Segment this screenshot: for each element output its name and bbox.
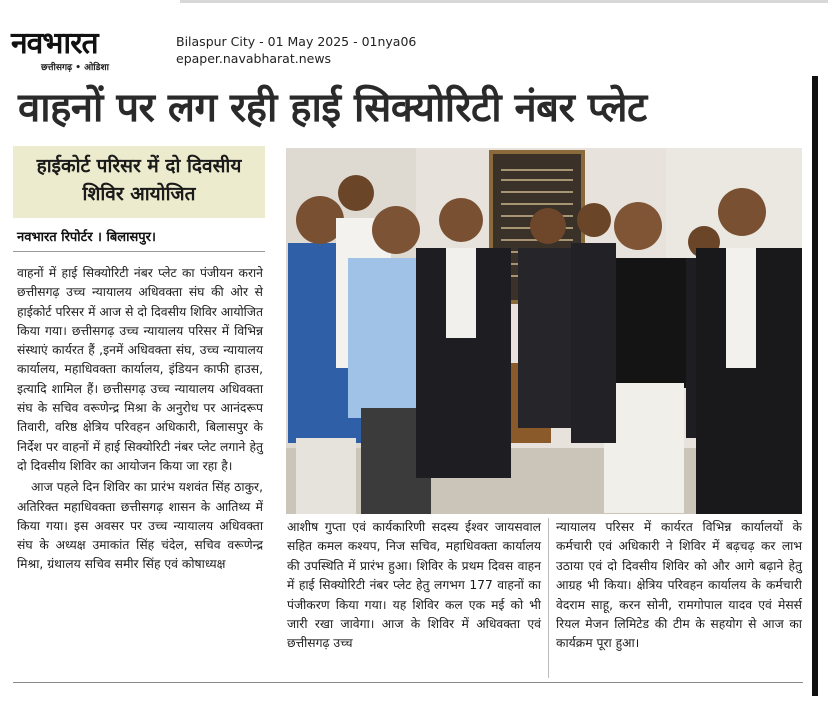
article-column-2: आशीष गुप्ता एवं कार्यकारिणी सदस्य ईश्वर जायसवाल सहित कमल कश्यप, निज सचिव, महाधिवक्ता कार्यालय की उपस्थिति में प्रारंभ हुआ। शिविर के प्रथम दिवस वाहन में हाई सिक्योरिटी नंबर प्लेट हेतु लगभग 177 वाहनों का पंजीकरण किया गया। यह शिविर कल एक मई को भी जारी रखा जावेगा। आज के शिविर में अधिवक्ता एवं छत्तीसगढ़ उच्च: [287, 520, 541, 651]
article-column-1: [17, 264, 263, 575]
group-photo-illustration: [286, 148, 802, 514]
subheadline-box: [13, 146, 265, 218]
byline-divider: [13, 251, 265, 252]
news-photo: [286, 148, 802, 514]
logo-subtitle: छत्तीसगढ़ • ओडिशा: [41, 63, 109, 73]
article-headline: वाहनों पर लग रही हाई सिक्योरिटी नंबर प्लेट: [18, 85, 647, 131]
article-subheadline: हाईकोर्ट परिसर में दो दिवसीय शिविर आयोजित: [36, 155, 242, 205]
bottom-divider: [13, 682, 803, 683]
edition-info: Bilaspur City - 01 May 2025 - 01nya06: [176, 34, 417, 49]
newspaper-logo: [7, 26, 167, 76]
logo-text: नवभारत: [11, 26, 98, 61]
top-divider: [180, 0, 828, 3]
paragraph-1: वाहनों में हाई सिक्योरिटी नंबर प्लेट का पंजीयन कराने छत्तीसगढ़ उच्च न्यायालय अधिवक्ता संघ की ओर से हाईकोर्ट परिसर में आज से दो दिवसीय शिविर आयोजित किया गया। छत्तीसगढ़ उच्च न्यायालय परिसर में विभिन्न संस्थाएं कार्यरत हैं ,इनमें अधिवक्ता संघ, उच्च न्यायालय कार्यालय, महाधिवक्ता कार्यालय, इंडियन काफी हाउस, इत्यादि शामिल हैं। छत्तीसगढ़ उच्च न्यायालय अधिवक्ता संघ के सचिव वरूणेन्द्र मिश्रा के अनुरोध पर आनंदरूप तिवारी, वरिष्ठ क्षेत्रिय परिवहन अधिकारी, बिलासपुर के निर्देश पर वाहनों में हाई सिक्योरिटी नंबर प्लेट लगाने हेतु दो दिवसीय शिविर का आयोजन किया जा रहा है।: [17, 266, 263, 473]
masthead: [0, 0, 828, 76]
article-byline: नवभारत रिपोर्टर । बिलासपुर।: [17, 230, 156, 245]
paragraph-2: आज पहले दिन शिविर का प्रारंभ यशवंत सिंह ठाकुर, अतिरिक्त महाधिवक्ता छत्तीसगढ़ शासन के आतिथ्य में किया गया। इस अवसर पर उच्च न्यायालय अधिवक्ता संघ के अध्यक्ष उमाकांत सिंह चंदेल, सचिव वरूणेन्द्र मिश्रा, ग्रंथालय सचिव समीर सिंह एवं कोषाध्यक्ष: [17, 480, 263, 572]
page-edge-bar: [812, 76, 818, 696]
epaper-url[interactable]: epaper.navabharat.news: [176, 51, 332, 66]
column-divider: [548, 518, 549, 678]
article-column-3: न्यायालय परिसर में कार्यरत विभिन्न कार्यालयों के कर्मचारी एवं अधिकारी ने शिविर में बढ़चढ़ कर लाभ उठाया एवं दो दिवसीय शिविर को और आगे बढ़ाने हेतु आग्रह भी किया। क्षेत्रिय परिवहन कार्यालय के कर्मचारी वेदराम साहू, करन सोनी, रामगोपाल यादव एवं मेसर्स रियल मेजन लिमिटेड की टीम के सहयोग से आज का कार्यक्रम पूरा हुआ।: [556, 520, 802, 651]
